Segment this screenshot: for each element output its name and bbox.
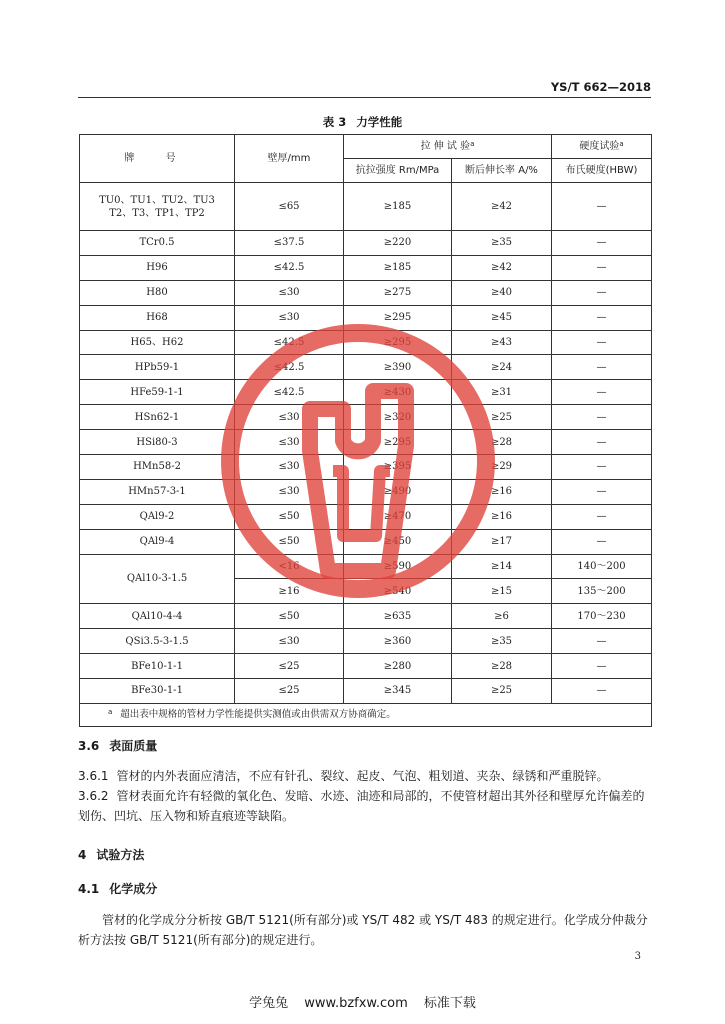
wall-cell: ≤42.5 [235, 355, 344, 380]
table-caption [0, 114, 725, 130]
elongation-cell: ≥42 [452, 183, 552, 231]
strength-cell: ≥395 [344, 455, 452, 480]
wall-cell: ≤42.5 [235, 255, 344, 280]
elongation-cell: ≥25 [452, 405, 552, 430]
hardness-cell: — [552, 255, 652, 280]
strength-cell: ≥360 [344, 629, 452, 654]
wall-cell: ≤30 [235, 405, 344, 430]
wall-cell: ≤30 [235, 305, 344, 330]
header-rule [78, 97, 651, 98]
wall-cell: ≤37.5 [235, 231, 344, 256]
section-3-6 [78, 736, 651, 756]
table-row [80, 305, 652, 330]
strength-cell: ≥635 [344, 604, 452, 629]
header-grade: 牌 号 [80, 135, 235, 183]
elongation-cell: ≥6 [452, 604, 552, 629]
table-row [80, 455, 652, 480]
grade-cell: BFe10-1-1 [80, 654, 235, 679]
hardness-cell: — [552, 380, 652, 405]
elongation-cell: ≥28 [452, 430, 552, 455]
elongation-cell: ≥29 [452, 455, 552, 480]
hardness-cell: — [552, 231, 652, 256]
table-row [80, 330, 652, 355]
table-row [80, 629, 652, 654]
hardness-cell: — [552, 330, 652, 355]
wall-cell: ≥16 [235, 579, 344, 604]
section-heading: 4.1 化学成分 [78, 882, 158, 896]
hardness-cell: — [552, 355, 652, 380]
header-brinell-hardness: 布氏硬度(HBW) [552, 159, 652, 183]
footer [0, 992, 725, 1011]
elongation-cell: ≥45 [452, 305, 552, 330]
grade-cell: H68 [80, 305, 235, 330]
hardness-cell: — [552, 405, 652, 430]
document-code: YS/T 662—2018 [550, 80, 651, 94]
grade-cell: H65、H62 [80, 330, 235, 355]
grade-cell: TU0、TU1、TU2、TU3 T2、T3、TP1、TP2 [80, 183, 235, 231]
grade-cell: BFe30-1-1 [80, 679, 235, 704]
wall-cell: ≤25 [235, 679, 344, 704]
strength-cell: ≥430 [344, 380, 452, 405]
strength-cell: ≥540 [344, 579, 452, 604]
table-row [80, 355, 652, 380]
elongation-cell: ≥15 [452, 579, 552, 604]
hardness-cell: — [552, 654, 652, 679]
strength-cell: ≥345 [344, 679, 452, 704]
strength-cell: ≥590 [344, 554, 452, 579]
footer-tagline: 标准下载 [423, 996, 476, 1011]
table-note-row [80, 703, 652, 726]
elongation-cell: ≥35 [452, 231, 552, 256]
grade-cell: QSi3.5-3-1.5 [80, 629, 235, 654]
strength-cell: ≥275 [344, 280, 452, 305]
elongation-cell: ≥40 [452, 280, 552, 305]
elongation-cell: ≥16 [452, 504, 552, 529]
table-number: 表 3 [322, 115, 347, 129]
grade-cell: HSi80-3 [80, 430, 235, 455]
grade-cell: TCr0.5 [80, 231, 235, 256]
strength-cell: ≥295 [344, 305, 452, 330]
paragraph-3-6-1: 3.6.1 管材的内外表面应清洁，不应有针孔、裂纹、起皮、气泡、粗划道、夹杂、绿锈和严重脱锌。 [78, 769, 609, 783]
wall-cell: ≤50 [235, 529, 344, 554]
header-elongation: 断后伸长率 A/% [452, 159, 552, 183]
paragraph-3-6-2: 3.6.2 管材表面允许有轻微的氧化色、发暗、水迹、油迹和局部的，不使管材超出其外径和壁厚允许偏差的划伤、凹坑、压入物和矫直痕迹等缺陷。 [78, 789, 645, 823]
hardness-cell: — [552, 430, 652, 455]
grade-cell: HMn58-2 [80, 455, 235, 480]
elongation-cell: ≥17 [452, 529, 552, 554]
elongation-cell: ≥24 [452, 355, 552, 380]
elongation-cell: ≥42 [452, 255, 552, 280]
wall-cell: ≤42.5 [235, 330, 344, 355]
grade-cell: H80 [80, 280, 235, 305]
section-4 [78, 845, 651, 865]
wall-cell: ≤50 [235, 504, 344, 529]
table-row [80, 255, 652, 280]
header-tensile-test: 拉 伸 试 验$^a$ [344, 135, 552, 159]
table-row [80, 280, 652, 305]
grade-cell: QAl9-4 [80, 529, 235, 554]
wall-cell: <16 [235, 554, 344, 579]
hardness-cell: 135～200 [552, 579, 652, 604]
table-footnote: $^a$ 超出表中规格的管材力学性能提供实测值或由供需双方协商确定。 [80, 703, 652, 726]
wall-cell: ≤50 [235, 604, 344, 629]
elongation-cell: ≥16 [452, 479, 552, 504]
footer-site-name: 学兔兔 [249, 996, 289, 1011]
wall-cell: ≤42.5 [235, 380, 344, 405]
wall-cell: ≤30 [235, 430, 344, 455]
grade-cell: HMn57-3-1 [80, 479, 235, 504]
elongation-cell: ≥14 [452, 554, 552, 579]
table-row [80, 430, 652, 455]
strength-cell: ≥390 [344, 355, 452, 380]
table-row [80, 679, 652, 704]
strength-cell: ≥295 [344, 330, 452, 355]
hardness-cell: — [552, 455, 652, 480]
hardness-cell: — [552, 280, 652, 305]
footer-url[interactable]: www.bzfxw.com [304, 996, 408, 1011]
elongation-cell: ≥25 [452, 679, 552, 704]
hardness-cell: — [552, 504, 652, 529]
strength-cell: ≥220 [344, 231, 452, 256]
hardness-cell: — [552, 183, 652, 231]
table-row [80, 183, 652, 231]
strength-cell: ≥490 [344, 479, 452, 504]
strength-cell: ≥320 [344, 405, 452, 430]
wall-cell: ≤65 [235, 183, 344, 231]
strength-cell: ≥280 [344, 654, 452, 679]
header-hardness-test: 硬度试验$^a$ [552, 135, 652, 159]
hardness-cell: — [552, 679, 652, 704]
table-row [80, 604, 652, 629]
wall-cell: ≤25 [235, 654, 344, 679]
elongation-cell: ≥28 [452, 654, 552, 679]
wall-cell: ≤30 [235, 479, 344, 504]
table-row [80, 479, 652, 504]
table-title: 力学性能 [356, 115, 403, 129]
header-wall-thickness: 壁厚/mm [235, 135, 344, 183]
hardness-cell: — [552, 479, 652, 504]
strength-cell: ≥295 [344, 430, 452, 455]
hardness-cell: — [552, 529, 652, 554]
table-row [80, 231, 652, 256]
wall-cell: ≤30 [235, 629, 344, 654]
mechanical-properties-table [79, 134, 652, 727]
strength-cell: ≥185 [344, 255, 452, 280]
hardness-cell: — [552, 629, 652, 654]
header-tensile-strength: 抗拉强度 Rm/MPa [344, 159, 452, 183]
hardness-cell: 140～200 [552, 554, 652, 579]
wall-cell: ≤30 [235, 280, 344, 305]
grade-cell: HPb59-1 [80, 355, 235, 380]
wall-cell: ≤30 [235, 455, 344, 480]
elongation-cell: ≥31 [452, 380, 552, 405]
strength-cell: ≥450 [344, 529, 452, 554]
paragraph-4-1: 管材的化学成分分析按 GB/T 5121(所有部分)或 YS/T 482 或 YS/T 483 的规定进行。化学成分仲裁分析方法按 GB/T 5121(所有部分)的规定进行。 [78, 913, 648, 947]
section-heading: 3.6 表面质量 [78, 739, 158, 753]
table-row [80, 654, 652, 679]
grade-cell: HFe59-1-1 [80, 380, 235, 405]
grade-cell: H96 [80, 255, 235, 280]
grade-cell: QAl9-2 [80, 504, 235, 529]
table-row [80, 529, 652, 554]
strength-cell: ≥470 [344, 504, 452, 529]
hardness-cell: — [552, 305, 652, 330]
elongation-cell: ≥43 [452, 330, 552, 355]
page-number: 3 [634, 951, 641, 962]
table-row [80, 405, 652, 430]
grade-cell: QAl10-3-1.5 [80, 554, 235, 604]
elongation-cell: ≥35 [452, 629, 552, 654]
table-row [80, 380, 652, 405]
strength-cell: ≥185 [344, 183, 452, 231]
hardness-cell: 170～230 [552, 604, 652, 629]
grade-cell: QAl10-4-4 [80, 604, 235, 629]
section-4-1 [78, 879, 651, 899]
table-row [80, 504, 652, 529]
section-heading: 4 试验方法 [78, 848, 145, 862]
table-row [80, 554, 652, 579]
grade-cell: HSn62-1 [80, 405, 235, 430]
